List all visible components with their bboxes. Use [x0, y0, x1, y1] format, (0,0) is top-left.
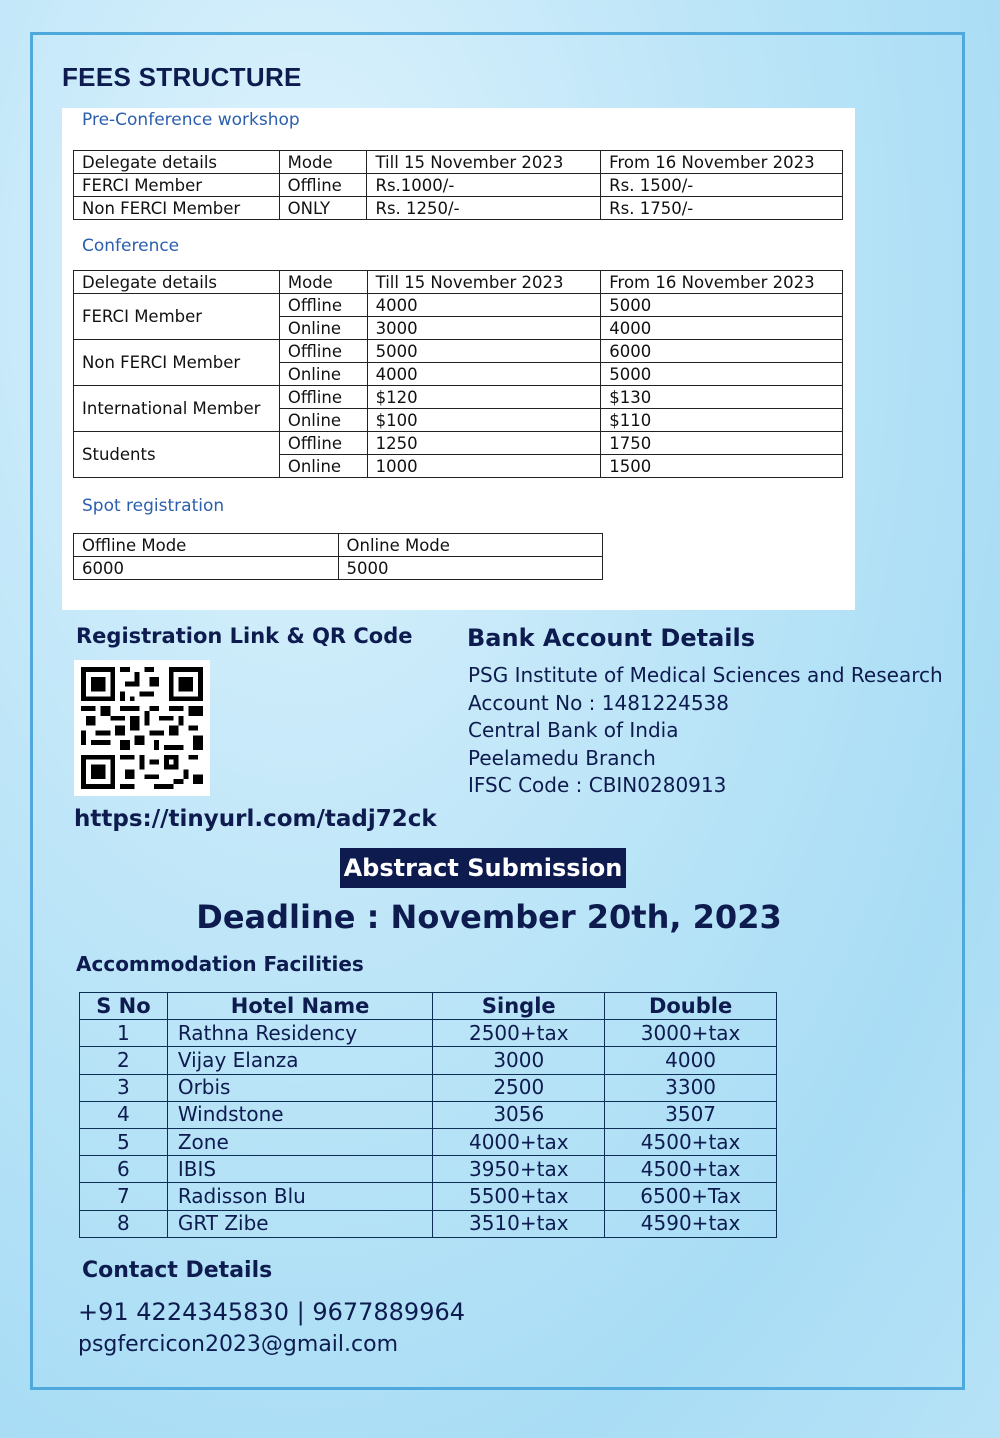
table-cell: Till 15 November 2023	[367, 151, 601, 174]
table-header-row	[80, 993, 777, 1020]
spot-registration-label: Spot registration	[82, 496, 225, 516]
table-cell: Windstone	[167, 1101, 433, 1128]
table-cell: 7	[80, 1183, 168, 1210]
table-cell: 3	[80, 1074, 168, 1101]
table-cell: 8	[80, 1210, 168, 1237]
table-cell: Mode	[279, 151, 367, 174]
table-row	[80, 1156, 777, 1183]
table-row	[74, 174, 843, 197]
table-cell: 2500	[433, 1074, 605, 1101]
table-cell: 5500+tax	[433, 1183, 605, 1210]
table-cell: 4000	[601, 317, 843, 340]
table-cell: Offline	[279, 174, 367, 197]
table-cell: $100	[367, 409, 601, 432]
table-cell: 5	[80, 1128, 168, 1155]
table-row	[74, 340, 843, 363]
table-cell: Online	[279, 455, 367, 478]
table-cell: Offline	[279, 340, 367, 363]
table-row	[80, 1074, 777, 1101]
table-cell: FERCI Member	[74, 294, 280, 340]
table-row	[80, 1047, 777, 1074]
fees-structure-title: FEES STRUCTURE	[62, 62, 302, 92]
table-cell: Offline	[279, 386, 367, 409]
accommodation-title: Accommodation Facilities	[76, 952, 364, 976]
table-cell: GRT Zibe	[167, 1210, 433, 1237]
accommodation-table	[79, 992, 777, 1238]
table-row	[80, 1128, 777, 1155]
table-row	[80, 1210, 777, 1237]
table-cell: From 16 November 2023	[601, 151, 843, 174]
table-cell: 3507	[605, 1101, 777, 1128]
table-cell: Offline Mode	[74, 534, 339, 557]
table-row	[80, 1020, 777, 1047]
table-header-row	[74, 271, 843, 294]
contact-email[interactable]: psgfercicon2023@gmail.com	[78, 1332, 399, 1357]
table-cell: FERCI Member	[74, 174, 280, 197]
table-cell: ONLY	[279, 197, 367, 220]
table-cell: $130	[601, 386, 843, 409]
table-cell: Rs. 1250/-	[367, 197, 601, 220]
table-header-row	[74, 534, 603, 557]
table-cell: Radisson Blu	[167, 1183, 433, 1210]
table-cell: 1500	[601, 455, 843, 478]
table-row	[74, 557, 603, 580]
contact-title: Contact Details	[82, 1258, 273, 1283]
table-cell: 4500+tax	[605, 1156, 777, 1183]
table-cell: Students	[74, 432, 280, 478]
table-cell: 5000	[338, 557, 603, 580]
table-cell: Orbis	[167, 1074, 433, 1101]
table-cell: 4000	[605, 1047, 777, 1074]
table-cell: 6	[80, 1156, 168, 1183]
bank-account-number: Account No : 1481224538	[468, 690, 730, 715]
table-cell: 4000	[367, 294, 601, 317]
table-cell: Delegate details	[74, 151, 280, 174]
table-cell: Vijay Elanza	[167, 1047, 433, 1074]
table-row	[80, 1183, 777, 1210]
table-cell: Online	[279, 363, 367, 386]
bank-institute: PSG Institute of Medical Sciences and Research	[468, 663, 943, 687]
table-cell: 1250	[367, 432, 601, 455]
table-row	[74, 386, 843, 409]
table-cell: Online Mode	[338, 534, 603, 557]
table-cell: 1	[80, 1020, 168, 1047]
table-cell: Till 15 November 2023	[367, 271, 601, 294]
table-cell: From 16 November 2023	[601, 271, 843, 294]
table-cell: Zone	[167, 1128, 433, 1155]
table-cell: 5000	[367, 340, 601, 363]
table-cell: Non FERCI Member	[74, 197, 280, 220]
abstract-deadline: Deadline : November 20th, 2023	[196, 898, 782, 936]
table-cell: Mode	[279, 271, 367, 294]
table-cell: Non FERCI Member	[74, 340, 280, 386]
table-cell: 3000	[433, 1047, 605, 1074]
table-cell: 3056	[433, 1101, 605, 1128]
contact-phone: +91 4224345830 | 9677889964	[78, 1298, 466, 1326]
abstract-submission-badge: Abstract Submission	[340, 848, 626, 888]
table-cell: 3510+tax	[433, 1210, 605, 1237]
table-cell: 4	[80, 1101, 168, 1128]
pre-conference-label: Pre-Conference workshop	[82, 110, 300, 130]
bank-details-title: Bank Account Details	[467, 624, 756, 652]
table-cell: 6000	[74, 557, 339, 580]
table-header-cell: Single	[433, 993, 605, 1020]
table-cell: Rathna Residency	[167, 1020, 433, 1047]
table-cell: International Member	[74, 386, 280, 432]
table-cell: 4590+tax	[605, 1210, 777, 1237]
bank-branch: Peelamedu Branch	[468, 745, 656, 770]
table-cell: 3000+tax	[605, 1020, 777, 1047]
table-cell: Offline	[279, 432, 367, 455]
table-cell: 6000	[601, 340, 843, 363]
table-cell: 3300	[605, 1074, 777, 1101]
table-header-row	[74, 151, 843, 174]
registration-title: Registration Link & QR Code	[76, 624, 413, 648]
fees-panel	[62, 108, 855, 610]
table-cell: $110	[601, 409, 843, 432]
table-cell: 3950+tax	[433, 1156, 605, 1183]
table-cell: 6500+Tax	[605, 1183, 777, 1210]
table-cell: 2500+tax	[433, 1020, 605, 1047]
table-cell: IBIS	[167, 1156, 433, 1183]
conference-table	[73, 270, 843, 478]
table-cell: 4000	[367, 363, 601, 386]
conference-label: Conference	[82, 236, 180, 256]
table-header-cell: Double	[605, 993, 777, 1020]
table-cell: Rs.1000/-	[367, 174, 601, 197]
table-cell: Online	[279, 409, 367, 432]
table-row	[74, 294, 843, 317]
table-cell: 1000	[367, 455, 601, 478]
bank-name: Central Bank of India	[468, 718, 679, 742]
table-cell: 3000	[367, 317, 601, 340]
table-cell: 5000	[601, 363, 843, 386]
spot-registration-table	[73, 533, 603, 580]
table-row	[80, 1101, 777, 1128]
table-cell: Online	[279, 317, 367, 340]
table-cell: 4500+tax	[605, 1128, 777, 1155]
table-header-cell: Hotel Name	[167, 993, 433, 1020]
bank-details	[468, 662, 943, 800]
pre-conference-table	[73, 150, 843, 220]
table-row	[74, 432, 843, 455]
table-cell: Offline	[279, 294, 367, 317]
qr-code-icon[interactable]	[74, 660, 210, 796]
table-row	[74, 197, 843, 220]
table-cell: Rs. 1750/-	[601, 197, 843, 220]
table-cell: 1750	[601, 432, 843, 455]
registration-link[interactable]: https://tinyurl.com/tadj72ck	[74, 806, 437, 832]
table-cell: Delegate details	[74, 271, 280, 294]
bank-ifsc: IFSC Code : CBIN0280913	[468, 773, 727, 797]
table-cell: 5000	[601, 294, 843, 317]
table-cell: 4000+tax	[433, 1128, 605, 1155]
table-cell: Rs. 1500/-	[601, 174, 843, 197]
table-header-cell: S No	[80, 993, 168, 1020]
table-cell: 2	[80, 1047, 168, 1074]
table-cell: $120	[367, 386, 601, 409]
